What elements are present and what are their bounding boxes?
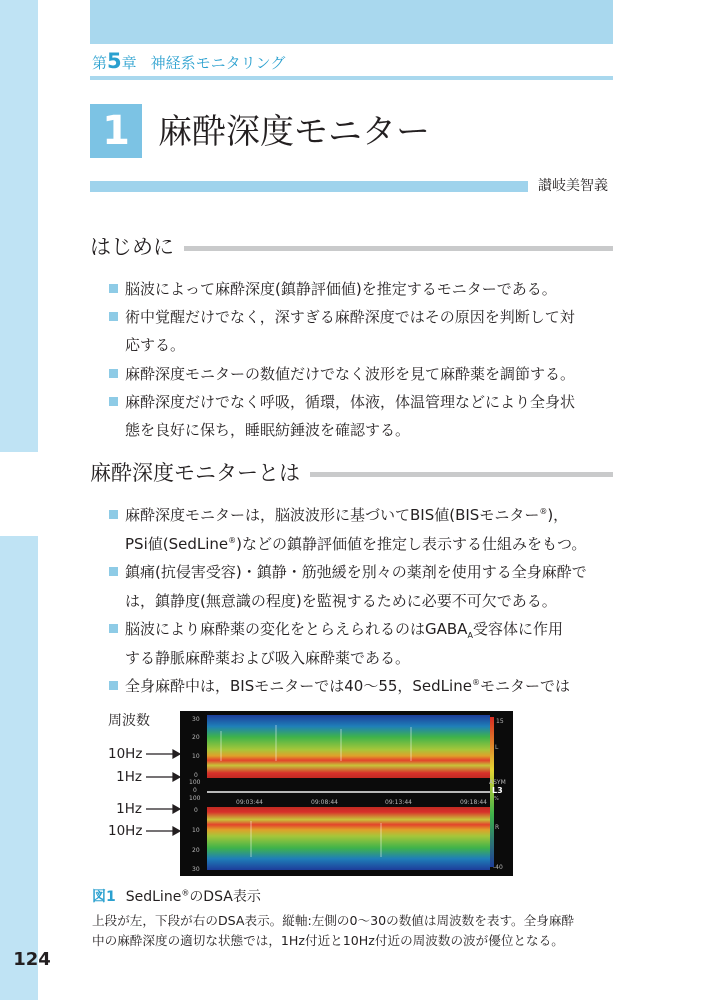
intro-bullet-3-line-1: 麻酔深度モニターの数値だけでなく波形を見て麻酔薬を調節する。 (125, 365, 576, 383)
mid-zero: 0 (193, 787, 197, 794)
right-scale-bottom: -40 (493, 864, 503, 871)
lower-scale-0: 0 (194, 807, 198, 814)
label-upper-1hz: 1Hz (116, 769, 142, 785)
caption-label: 図1 (92, 889, 116, 905)
text-run: 全身麻酔中は，BISモニターでは40～55，SedLine (125, 677, 472, 695)
asym-value: L3 (492, 786, 503, 795)
upper-scale-10: 10 (192, 753, 200, 760)
right-scale-top: 15 (496, 718, 504, 725)
noise-streak (220, 731, 222, 761)
caption-title (126, 889, 261, 905)
registered-mark: ® (471, 678, 480, 687)
upper-scale-20: 20 (192, 734, 200, 741)
chapter-number: 5 (107, 49, 122, 73)
dsa-spectrogram (180, 711, 513, 876)
about-bullet-2-line-2: は，鎮静度(無意識の程度)を監視するために必要不可欠である。 (125, 592, 557, 610)
noise-streak (250, 821, 252, 857)
label-lower-1hz: 1Hz (116, 801, 142, 817)
registered-mark: ® (228, 536, 237, 545)
time-2: 09:08:44 (311, 799, 338, 806)
registered-mark: ® (181, 888, 190, 898)
time-4: 09:18:44 (460, 799, 487, 806)
about-heading-text: 麻酔深度モニターとは (90, 461, 300, 485)
upper-scale-0: 0 (194, 772, 198, 779)
about-bullet-2-line-1: 鎮痛(抗侵害受容)・鎮静・筋弛緩を別々の薬剤を使用する全身麻酔で (125, 563, 587, 581)
caption-line-1: 上段が左，下段が右のDSA表示。縦軸:左側の0～30の数値は周波数を表す。全身麻酔 (92, 913, 575, 928)
registered-mark: ® (539, 507, 548, 516)
channel-right: R (495, 824, 500, 831)
text-run: )， (547, 506, 569, 524)
noise-streak (275, 725, 277, 761)
chapter-prefix: 第 (92, 54, 108, 72)
text-run: 受容体に作用 (472, 620, 563, 638)
channel-left: L (495, 744, 499, 751)
text-run: モニターでは (479, 677, 570, 695)
chapter-suffix: 章 (121, 54, 137, 72)
arrowhead (173, 827, 180, 835)
lower-scale-10: 10 (192, 827, 200, 834)
section-title: 麻酔深度モニター (158, 112, 430, 152)
text-run: SedLine (125, 889, 182, 905)
chapter-title: 神経系モニタリング (150, 54, 286, 72)
author-name: 讃岐美智義 (538, 178, 608, 194)
arrowhead (173, 750, 180, 758)
text-run: のDSA表示 (189, 889, 261, 905)
intro-bullet-4-line-2: 態を良好に保ち，睡眠紡錘波を確認する。 (125, 421, 411, 439)
lower-scale-30: 30 (192, 866, 200, 873)
figure-caption (92, 886, 261, 906)
intro-heading-text: はじめに (90, 235, 174, 259)
asym-label: ASYM (489, 779, 506, 786)
section-number: 1 (90, 104, 142, 158)
dsa-right-channel (207, 807, 490, 870)
label-lower-10hz: 10Hz (108, 823, 143, 839)
intro-bullet-2-line-2: 応する。 (125, 336, 186, 354)
noise-streak (340, 729, 342, 761)
subscript: A (467, 631, 473, 640)
intro-bullet-4-line-1: 麻酔深度だけでなく呼吸，循環，体液，体温管理などにより全身状 (125, 393, 576, 411)
lower-scale-20: 20 (192, 847, 200, 854)
about-bullet-3-line-2: する静脈麻酔薬および吸入麻酔薬である。 (125, 649, 411, 667)
dsa-left-channel (207, 715, 490, 778)
label-upper-10hz: 10Hz (108, 746, 143, 762)
arrowhead (173, 805, 180, 813)
arrowhead (173, 773, 180, 781)
time-1: 09:03:44 (236, 799, 263, 806)
time-3: 09:13:44 (385, 799, 412, 806)
caption-line-2: 中の麻酔深度の適切な状態では，1Hz付近と10Hz付近の周波数の波が優位となる。 (92, 933, 564, 948)
text-run: )などの鎮静評価値を推定し表示する仕組みをもつ。 (236, 535, 587, 553)
text-run: PSi値(SedLine (125, 535, 229, 553)
mid-bottom-100: 100 (189, 795, 201, 802)
text-run: 麻酔深度モニターは，脳波波形に基づいてBIS値(BISモニター (125, 506, 540, 524)
intro-bullet-1-line-1: 脳波によって麻酔深度(鎮静評価値)を推定するモニターである。 (125, 280, 557, 298)
noise-streak (410, 727, 412, 761)
asym-unit: % (494, 796, 499, 802)
page-number: 124 (13, 949, 51, 970)
text-run: 脳波により麻酔薬の変化をとらえられるのはGABA (125, 620, 468, 638)
intro-bullet-2-line-1: 術中覚醒だけでなく，深すぎる麻酔深度ではその原因を判断して対 (125, 308, 575, 326)
frequency-axis-title: 周波数 (108, 713, 150, 729)
upper-scale-30: 30 (192, 716, 200, 723)
mid-top-100: 100 (189, 779, 201, 786)
noise-streak (380, 823, 382, 857)
